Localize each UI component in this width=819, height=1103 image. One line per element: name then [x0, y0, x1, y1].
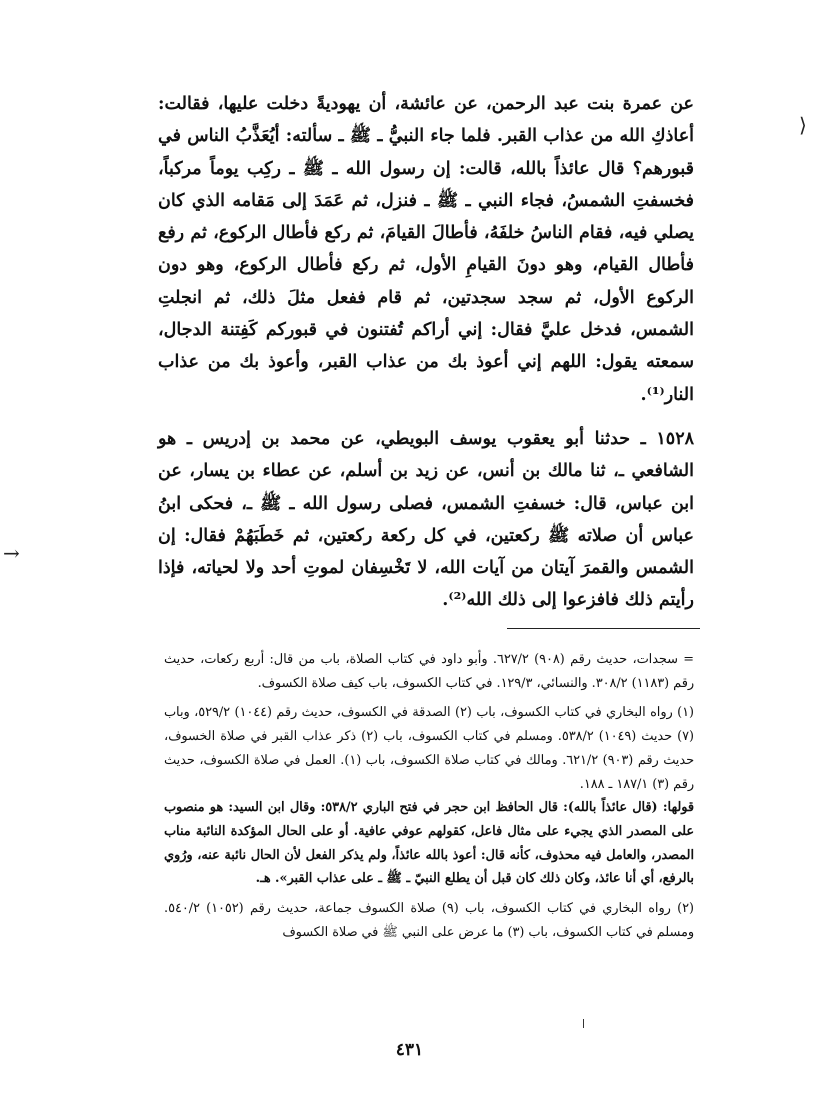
footnote-1: (١) رواه البخاري في كتاب الكسوف، باب (٢) الصدقة في الكسوف، حديث رقم (١٠٤٤) ٥٢٩/٢، وباب (٧) حديث (١٠٤٩) ٥٣٨/٢. ومسلم في كتاب الكسوف، باب (٢) ذكر عذاب القبر في صلاة الخسوف، حديث رقم (٩٠٣) ٦٢١/٢. ومالك في كتاب صلاة الكسوف، باب (١). العمل في صلاة الكسوف، حديث رقم (٣) ١٨٧/١ ـ ١٨٨.	[164, 705, 694, 792]
main-text	[158, 88, 694, 617]
margin-tick	[583, 1019, 584, 1028]
footnote-divider	[507, 628, 700, 629]
arrow-mark-icon: →	[3, 541, 20, 565]
footnote-commentary: قولها: (قال عائذاً بالله): قال الحافظ ابن حجر في فتح الباري ٥٣٨/٢: وقال ابن السيد: هو منصوب على المصدر الذي يجيء على مثال فاعل، كقولهم عوفي عافية. أو على الحال المؤكدة النائبة مناب المصدر، والعامل فيه محذوف، كأنه قال: أعوذ بالله عائذاً، ولم يذكر الفعل لأن الحال نائبة عنه، ورُوي بالرفع، أي أنا عائذ، وكان ذلك كان قبل أن يطلع النبيّ ـ ﷺ ـ على عذاب القبر». هـ.	[164, 800, 694, 887]
page-number: ٤٣١	[395, 1040, 424, 1060]
hadith-paragraph-1528: ١٥٢٨ ـ حدثنا أبو يعقوب يوسف البويطي، عن محمد بن إدريس ـ هو الشافعي ـ، ثنا مالك بن أنس، عن زيد بن أسلم، عن عطاء بن يسار، عن ابن عباس، قال: خسفتِ الشمس، فصلى رسول الله ـ ﷺ ـ، فحكى ابنُ عباس أن صلاته ﷺ ركعتين، في كل ركعة ركعتين، ثم خَطَبَهُمْ فقال: إن الشمس والقمرَ آيتان من آيات الله، لا تَخْسِفان لموتِ أحد ولا لحياته، فإذا رأيتم ذلك فافزعوا إلى ذلك الله⁽²⁾.	[158, 428, 694, 611]
footnote-2: (٢) رواه البخاري في كتاب الكسوف، باب (٩) صلاة الكسوف جماعة، حديث رقم (١٠٥٢) ٥٤٠/٢. ومسلم في كتاب الكسوف، باب (٣) ما عرض على النبي ﷺ في صلاة الكسوف	[164, 901, 694, 940]
footnote-continuation: = سجدات، حديث رقم (٩٠٨) ٦٢٧/٢. وأبو داود في كتاب الصلاة، باب من قال: أربع ركعات، حديث رقم (١١٨٣) ٣٠٨/٢. والنسائي، ١٢٩/٣. في كتاب الكسوف، باب كيف صلاة الكسوف.	[164, 652, 694, 691]
bracket-mark-icon: ⟩	[799, 113, 807, 137]
footnotes	[164, 648, 694, 944]
hadith-paragraph-1: عن عمرة بنت عبد الرحمن، عن عائشة، أن يهوديةً دخلت عليها، فقالت: أعاذكِ الله من عذاب القبر. فلما جاء النبيُّ ـ ﷺ ـ سألته: أيُعَذَّبُ الناس في قبورهم؟ قال عائذاً بالله، قالت: إن رسول الله ـ ﷺ ـ ركِب يوماً مركباً، فخسفتِ الشمسُ، فجاء النبي ـ ﷺ ـ فنزل، ثم عَمَدَ إلى مَقامه الذي كان يصلي فيه، فقام الناسُ خلفَهُ، فأطالَ القيامَ، ثم ركع فأطال الركوع، ثم رفع فأطال القيام، وهو دونَ القيامِ الأول، ثم ركع فأطال الركوع، وهو دون الركوع الأول، ثم سجد سجدتين، ثم قام ففعل مثلَ ذلك، ثم انجلتِ الشمس، فدخل عليَّ فقال: إني أراكم تُفتنون في قبوركم كَفِتنة الدجال، سمعته يقول: اللهم إني أعوذ بك من عذاب القبر، وأعوذ بك من عذاب النار⁽¹⁾.	[158, 94, 694, 405]
